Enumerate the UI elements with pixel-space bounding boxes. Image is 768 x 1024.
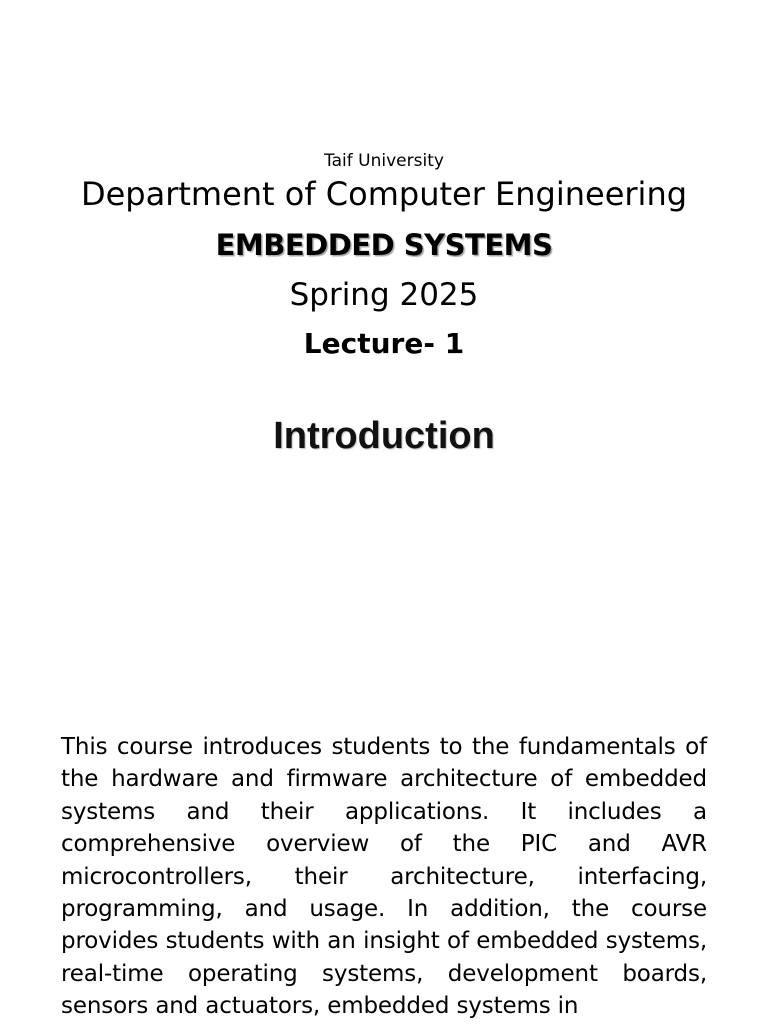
term-label: Spring 2025: [289, 277, 479, 313]
university-name: Taif University: [324, 151, 444, 171]
course-description: This course introduces students to the fundamentals of the hardware and firmware architecture of embedded systems and their applications. It includes a comprehensive overview of the PIC and AVR microcontrollers, their architecture, interfacing, programming, and usage. In addition, the course provides students with an insight of embedded systems, real-time operating systems, development boards, sensors and actuators, embedded systems in: [61, 734, 707, 1020]
department-name: Department of Computer Engineering: [80, 175, 688, 213]
course-title: EMBEDDED SYSTEMS: [215, 228, 553, 262]
lecture-number: Lecture- 1: [303, 327, 465, 360]
topic-heading: Introduction: [273, 415, 495, 457]
